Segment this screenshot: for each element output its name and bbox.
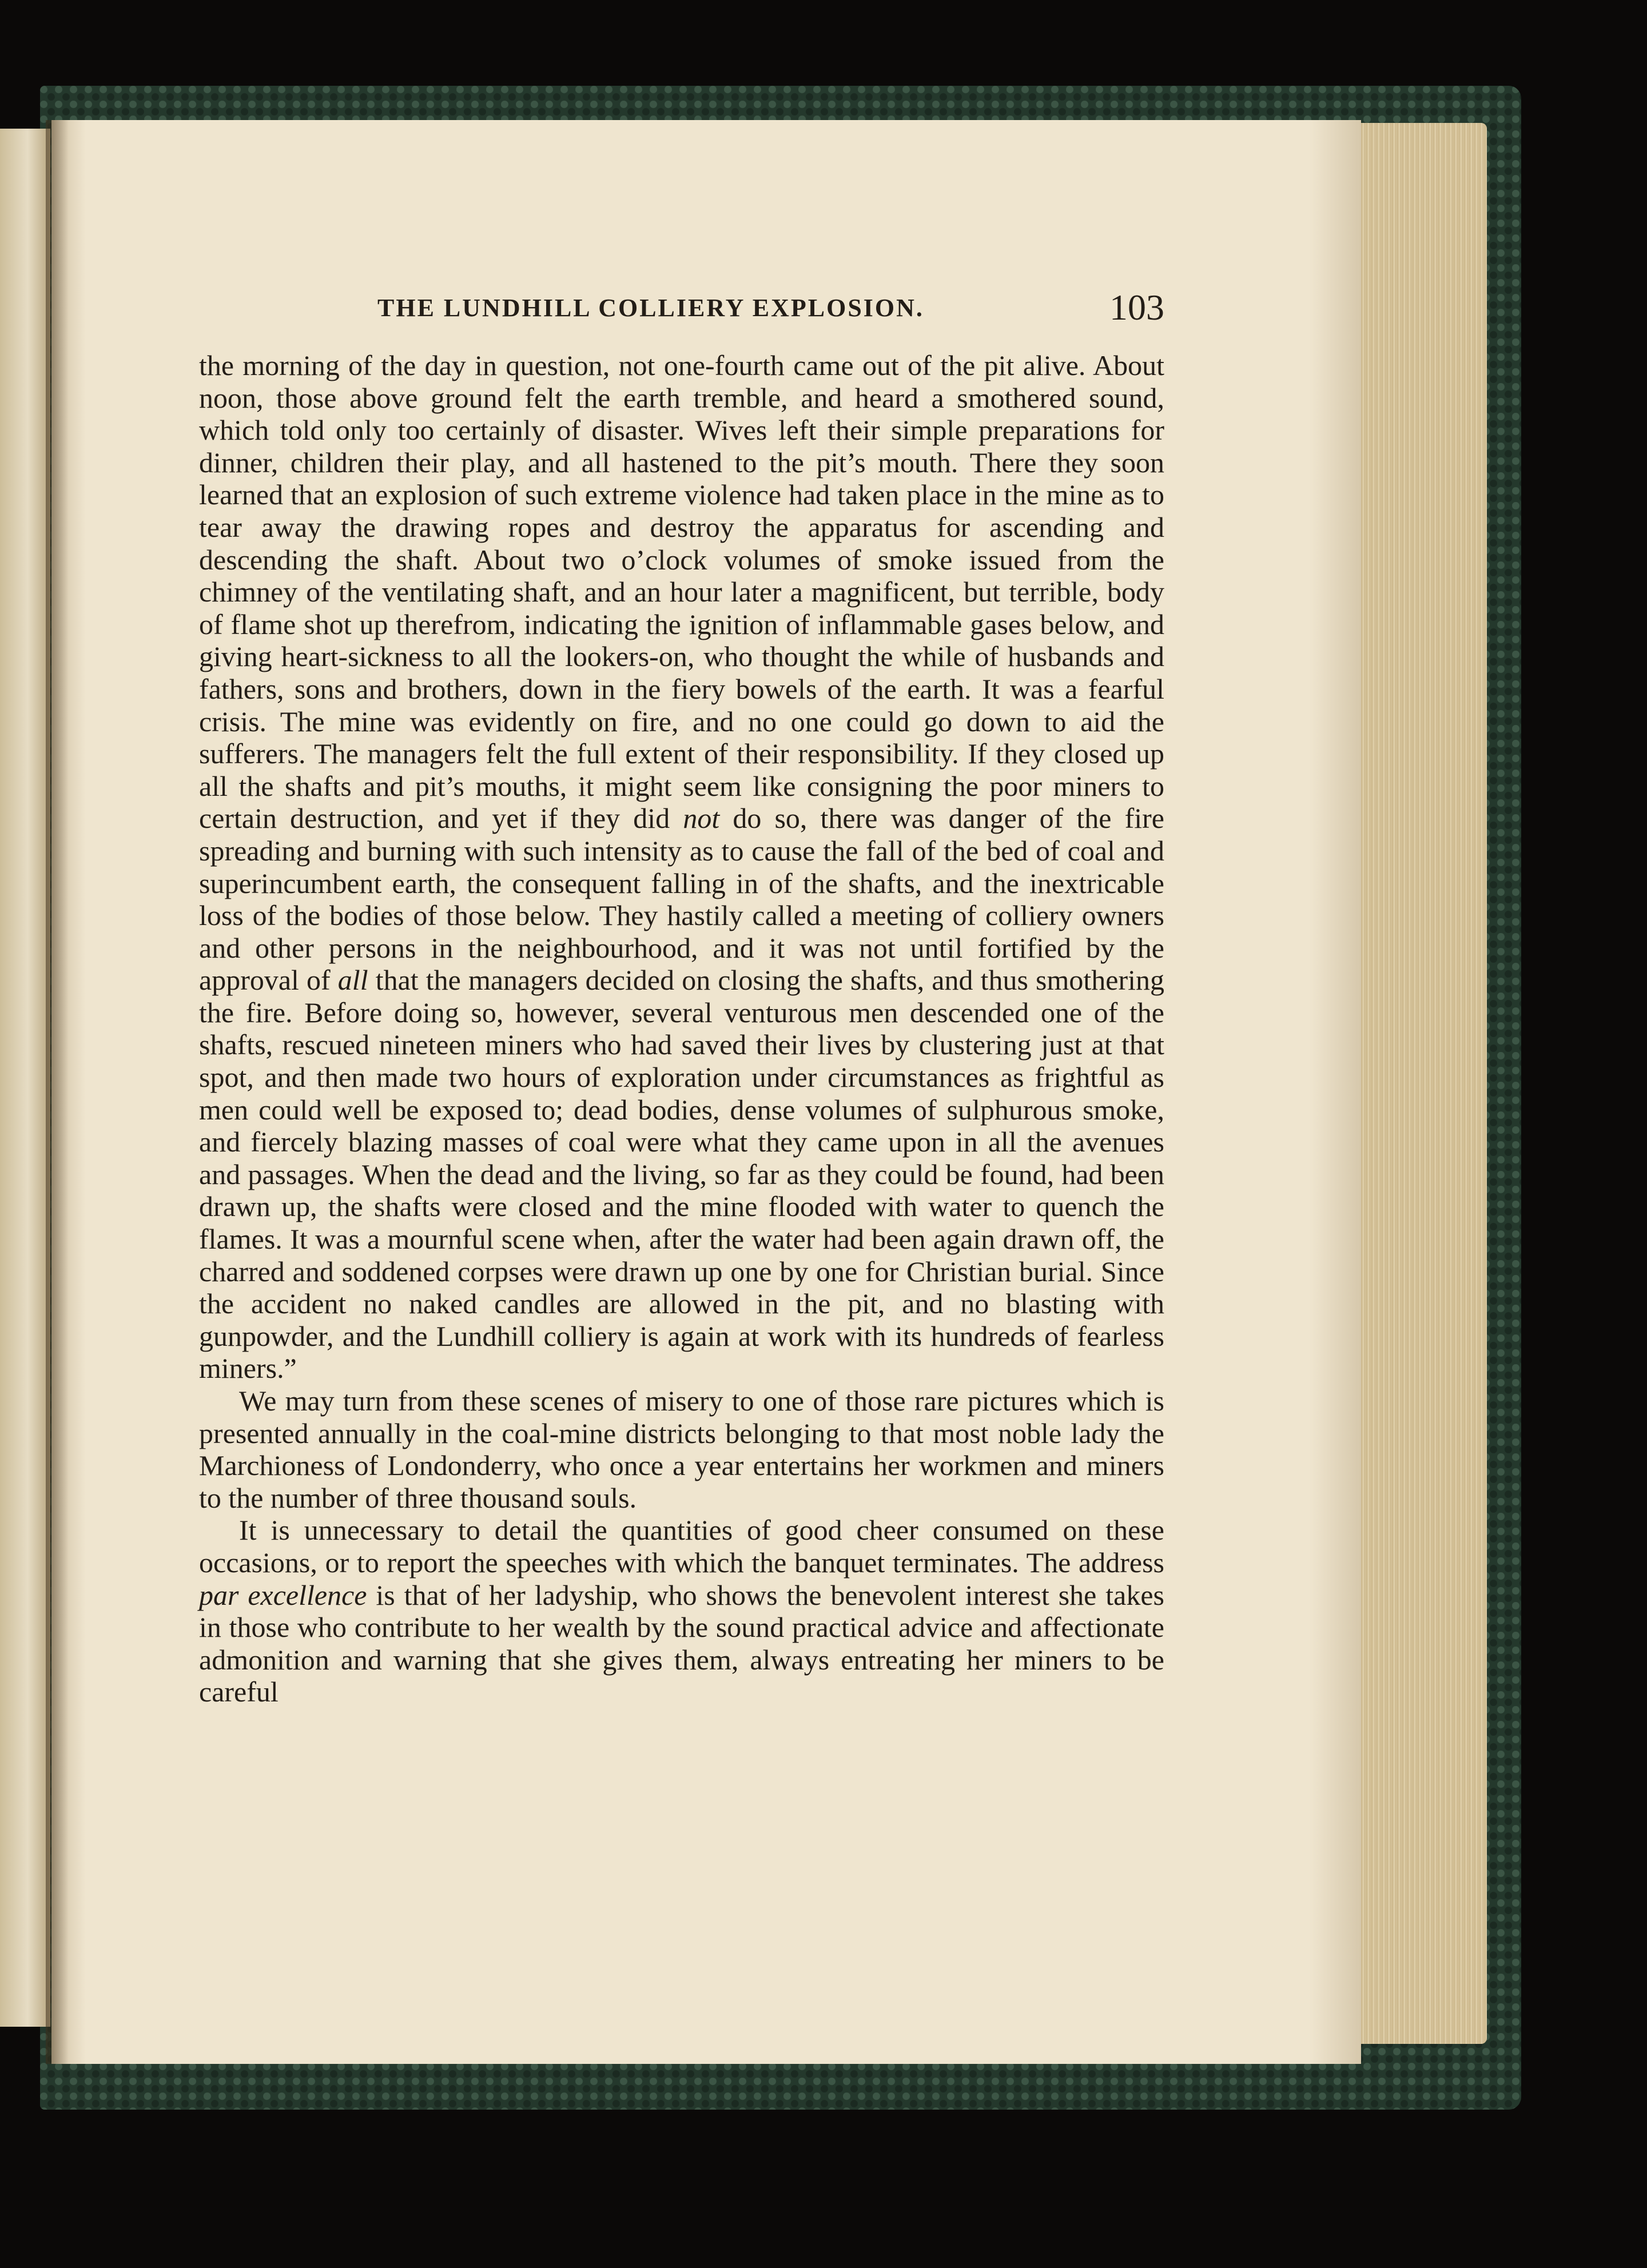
gutter-shadow <box>46 120 69 2064</box>
text-run: do so, there was danger of the fire spreading and burning with such intensity as to cause the fall of the bed of coal and superincumbent earth, the consequent falling in of the shafts, and the inextricable loss of the bodies of those below. They hastily called a meeting of colliery owners and other persons in the neighbourhood, and it was not until fortified by the approval of <box>199 802 1164 997</box>
italic-run: par excellence <box>199 1579 367 1611</box>
page-number: 103 <box>1109 287 1164 328</box>
text-run: that the managers decided on closing the shafts, and thus smothering the fire. Before doing so, however, several venturous men descended one of the shafts, rescued nineteen miners who had saved their lives by clustering just at that spot, and then made two hours of exploration under circumstances as frightful as men could well be exposed to; dead bodies, dense volumes of sulphurous smoke, and fiercely blazing masses of coal were what they came upon in all the avenues and passages. When the dead and the living, so far as they could be found, had been drawn up, the shafts were closed and the mine flooded with water to quench the flames. It was a mournful scene when, after the water had been again drawn off, the charred and soddened corpses were drawn up one by one for Christian burial. Since the accident no naked candles are allowed in the pit, and no blasting with gunpowder, and the Lundhill colliery is again at work with its hundreds of fearless miners.” <box>199 964 1165 1385</box>
italic-run: all <box>337 964 368 997</box>
text-block <box>199 289 1164 1708</box>
text-run: the morning of the day in question, not one-fourth came out of the pit alive. About noon, those above ground felt the earth tremble, and heard a smothered sound, which told only too certainly of disaster. Wives left their simple preparations for dinner, children their play, and all hastened to the pit’s mouth. There they soon learned that an explosion of such extreme violence had taken place in the mine as to tear away the drawing ropes and destroy the apparatus for ascending and descending the shaft. About two o’clock volumes of smoke issued from the chimney of the ventilating shaft, and an hour later a magnificent, but terrible, body of flame shot up therefrom, indicating the ignition of inflammable gases below, and giving heart-sickness to all the lookers-on, who thought the while of husbands and fathers, sons and brothers, down in the fiery bowels of the earth. It was a fearful crisis. The mine was evidently on fire, and no one could go down to aid the sufferers. The managers felt the full extent of their responsibility. If they closed up all the shafts and pit’s mouths, it might seem like consigning the poor miners to certain destruction, and yet if they did <box>199 349 1164 835</box>
text-run: It is unnecessary to detail the quantities of good cheer consumed on these occasions, or to report the speeches with which the banquet terminates. The address <box>199 1514 1164 1579</box>
text-run: is that of her ladyship, who shows the benevolent interest she takes in those who contribute to her wealth by the sound practical advice and affectionate admonition and warning that she gives them, always entreating her miners to be careful <box>199 1579 1164 1708</box>
paragraph <box>199 349 1164 1385</box>
paragraph <box>199 1385 1164 1514</box>
body-text <box>199 349 1164 1708</box>
text-run: We may turn from these scenes of misery to one of those rare pictures which is presented annually in the coal-mine districts belonging to that most noble lady the Marchioness of Londonderry, who once a year entertains her workmen and miners to the number of three thousand souls. <box>199 1385 1164 1514</box>
running-head <box>199 289 1164 340</box>
running-head-title: THE LUNDHILL COLLIERY EXPLOSION. <box>377 294 924 322</box>
left-page-edge <box>0 129 50 2027</box>
italic-run: not <box>683 802 720 835</box>
page-block-edges <box>1350 123 1487 2044</box>
paragraph <box>199 1514 1164 1708</box>
